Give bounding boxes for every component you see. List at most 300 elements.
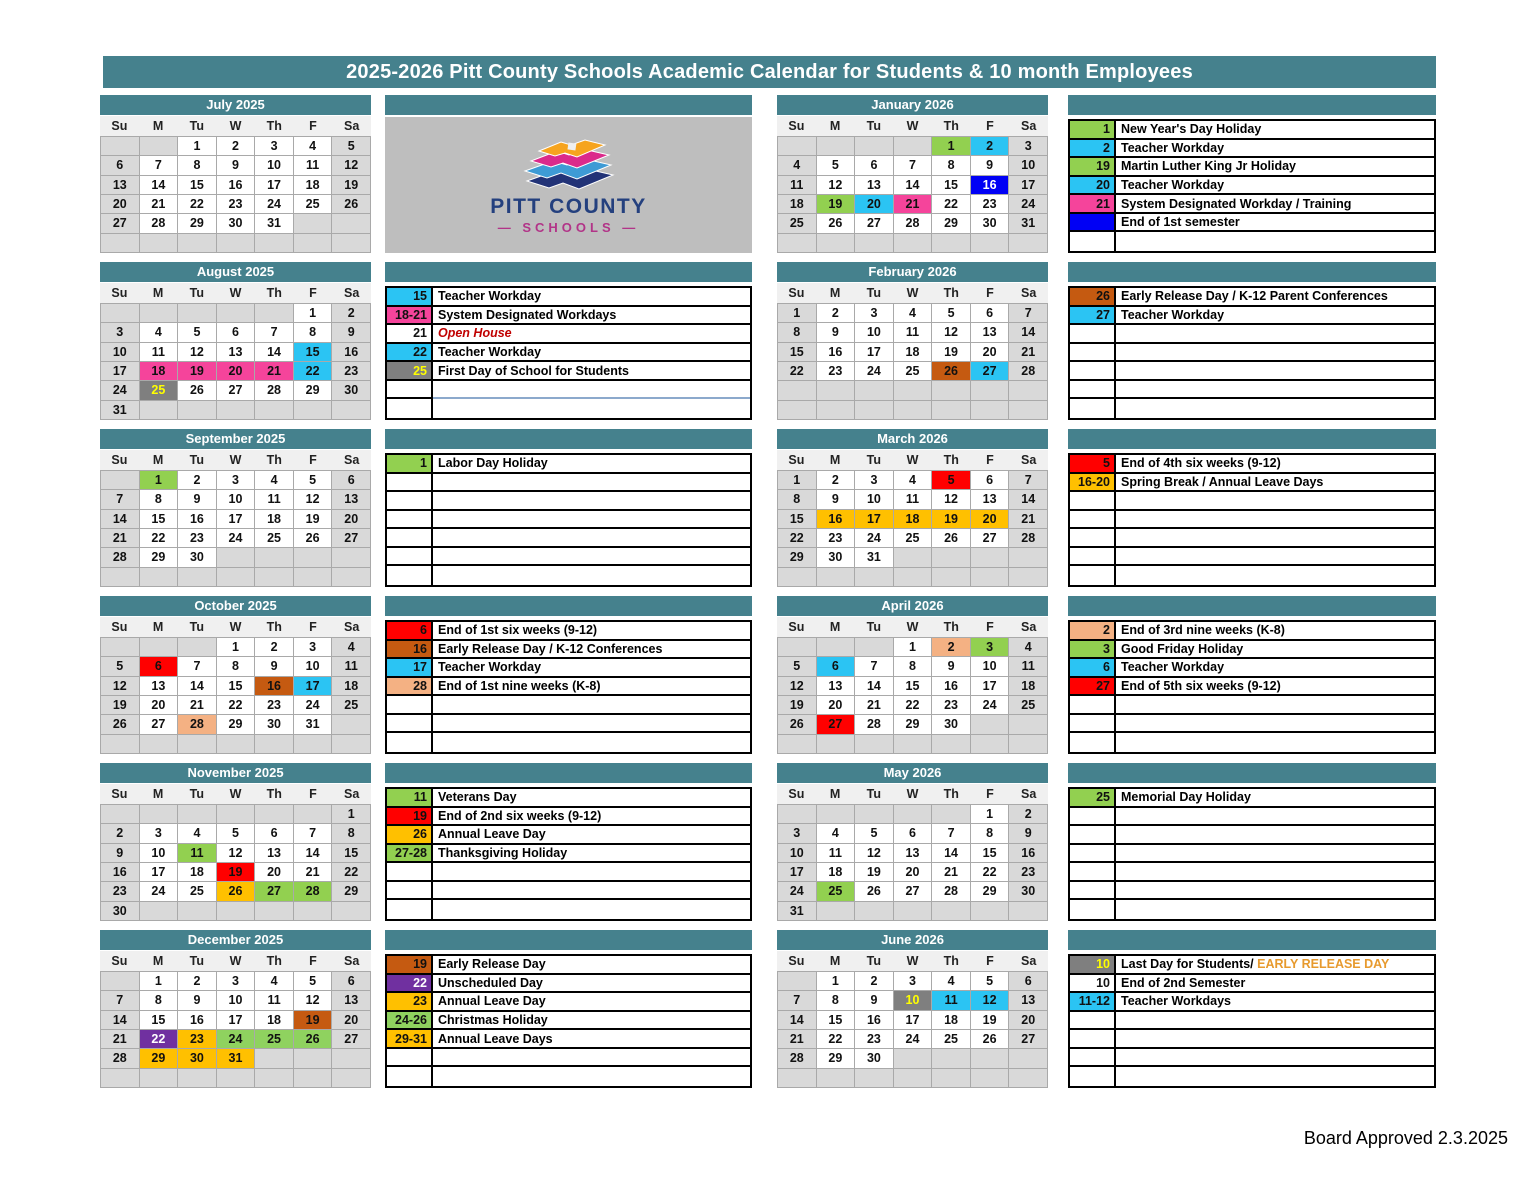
legend-label: Teacher Workday [1121,660,1225,675]
date-cell: 26 [332,195,371,214]
legend-date-cell: 23 [387,993,433,1010]
legend-row [387,325,750,344]
weekday-label: Sa [343,453,360,467]
date-cell: 29 [294,381,333,400]
weekday-label: Tu [189,119,204,133]
weekday-label: Su [788,286,805,300]
legend-date-cell: 27-28 [387,845,433,862]
date-cell: 7 [855,657,894,676]
legend-label-cell [433,789,750,806]
date-grid [777,971,1048,1088]
date-cell: 23 [217,195,256,214]
date-cell: 10 [217,991,256,1010]
date-cell: 21 [255,362,294,381]
legend-date-cell [387,1067,433,1086]
date-cell: 19 [932,343,971,362]
date-cell: 8 [932,156,971,175]
date-grid [777,303,1048,420]
date-cell: 9 [971,156,1010,175]
date-cell [932,381,971,400]
legend-label-cell [433,733,750,752]
date-cell: 4 [178,824,217,843]
date-cell [217,902,256,921]
date-cell: 25 [255,1030,294,1049]
date-grid [100,804,371,921]
date-cell: 18 [894,510,933,529]
date-cell: 6 [971,471,1010,490]
legend-label-cell [433,678,750,695]
date-cell: 22 [971,863,1010,882]
date-cell: 15 [140,1011,179,1030]
date-cell: 26 [971,1030,1010,1049]
date-cell: 27 [101,214,140,233]
date-cell: 7 [1009,471,1048,490]
legend-date-cell: 1 [387,455,433,472]
date-cell [332,401,371,420]
logo-subtitle: — SCHOOLS — [497,220,640,235]
date-cell: 15 [932,176,971,195]
date-cell [932,1069,971,1088]
legend-row [1070,121,1434,140]
date-cell: 2 [855,972,894,991]
weekday-label: Sa [1020,119,1037,133]
date-cell: 2 [101,824,140,843]
legend-row [387,566,750,585]
date-cell: 12 [101,677,140,696]
date-cell: 26 [855,882,894,901]
date-cell: 15 [817,1011,856,1030]
legend-date-cell: 26 [1070,288,1116,305]
weekday-label: Th [943,453,959,467]
date-cell [855,568,894,587]
date-cell: 27 [217,381,256,400]
legend-row [1070,1067,1434,1086]
date-cell: 11 [140,343,179,362]
date-cell: 21 [1009,343,1048,362]
date-cell: 9 [817,323,856,342]
date-cell: 12 [971,991,1010,1010]
legend-row [387,808,750,827]
date-cell: 5 [101,657,140,676]
date-cell: 6 [101,156,140,175]
legend-row [1070,641,1434,660]
date-cell: 9 [178,991,217,1010]
legend-label-cell [1116,1049,1434,1066]
date-cell: 17 [1009,176,1048,195]
calendar-march-2026 [777,429,1048,587]
date-cell: 16 [101,863,140,882]
legend-label-cell [1116,956,1434,973]
legend-label-cell [1116,566,1434,585]
district-logo-block [385,95,752,253]
date-cell: 8 [217,657,256,676]
legend-label: End of 1st six weeks (9-12) [438,623,598,638]
legend-label: Teacher Workday [1121,307,1225,322]
legend-label: Teacher Workday [438,660,542,675]
date-cell: 4 [817,824,856,843]
date-cell: 15 [217,677,256,696]
date-cell: 17 [894,1011,933,1030]
date-cell: 1 [178,137,217,156]
legend-row [1070,307,1434,326]
weekday-label: F [986,119,994,133]
legend-label: Christmas Holiday [438,1012,548,1027]
date-cell [932,805,971,824]
calendar-february-2026 [777,262,1048,420]
legend-date-cell [1070,1067,1116,1086]
date-cell: 21 [140,195,179,214]
date-cell [101,735,140,754]
date-cell: 13 [255,844,294,863]
date-cell: 13 [971,323,1010,342]
date-cell: 14 [932,844,971,863]
legend-label-cell [433,381,750,400]
legend-row [387,975,750,994]
date-cell: 28 [294,882,333,901]
date-cell: 11 [255,991,294,1010]
month-title: March 2026 [777,429,1048,449]
date-cell: 2 [1009,805,1048,824]
date-cell [817,805,856,824]
calendar-august-2025 [100,262,371,420]
date-cell: 21 [778,1030,817,1049]
date-cell: 2 [178,471,217,490]
date-cell: 1 [894,638,933,657]
legend-label: Open House [438,326,512,341]
legend-label-cell [433,474,750,491]
weekday-label: Su [111,286,128,300]
date-cell: 30 [932,715,971,734]
date-cell [817,234,856,253]
legend-label-cell [1116,307,1434,324]
legend-february-2026 [1068,262,1436,420]
date-cell: 21 [101,529,140,548]
legend-row [1070,863,1434,882]
legend-label: Last Day for Students/ [1121,957,1254,972]
legend-december-2025 [385,930,752,1088]
date-cell [294,1049,333,1068]
date-cell [932,568,971,587]
date-cell: 17 [217,1011,256,1030]
date-cell: 29 [178,214,217,233]
weekday-header-row [777,617,1048,637]
date-cell [255,401,294,420]
date-cell: 12 [332,156,371,175]
date-cell: 25 [140,381,179,400]
date-cell: 27 [332,529,371,548]
date-cell [294,735,333,754]
legend-label-cell [433,659,750,676]
legend-date-cell: 6 [387,622,433,639]
date-cell [971,902,1010,921]
legend-row [387,344,750,363]
date-cell: 13 [817,677,856,696]
date-cell: 19 [294,510,333,529]
legend-row [1070,381,1434,400]
legend-row [387,362,750,381]
date-cell [101,972,140,991]
date-cell [1009,735,1048,754]
date-cell: 8 [178,156,217,175]
date-cell: 3 [140,824,179,843]
weekday-label: Th [943,620,959,634]
legend-label: Unscheduled Day [438,975,543,990]
legend-table [1068,453,1436,587]
date-cell: 24 [855,529,894,548]
date-cell: 8 [332,824,371,843]
legend-date-cell [387,492,433,509]
date-cell: 18 [894,343,933,362]
date-cell: 10 [855,490,894,509]
date-cell: 2 [217,137,256,156]
legend-row [1070,492,1434,511]
legend-row [387,511,750,530]
date-cell [817,1069,856,1088]
date-cell: 26 [294,1030,333,1049]
date-grid [777,804,1048,921]
date-cell: 19 [971,1011,1010,1030]
date-cell: 23 [178,1030,217,1049]
date-cell: 26 [778,715,817,734]
date-cell: 30 [217,214,256,233]
legend-row [1070,158,1434,177]
date-cell: 11 [778,176,817,195]
legend-date-cell [387,529,433,546]
legend-date-cell [1070,548,1116,565]
legend-row [387,641,750,660]
date-cell: 12 [294,991,333,1010]
legend-label-cell [1116,622,1434,639]
weekday-label: W [229,119,242,133]
date-cell [778,1069,817,1088]
date-cell: 13 [971,490,1010,509]
legend-row [1070,975,1434,994]
legend-label-cell [433,566,750,585]
date-cell [894,548,933,567]
date-cell [255,1069,294,1088]
date-cell: 15 [140,510,179,529]
legend-date-cell: 25 [387,362,433,379]
legend-row [387,548,750,567]
date-cell: 21 [101,1030,140,1049]
date-cell: 13 [332,490,371,509]
date-cell: 6 [255,824,294,843]
legend-date-cell [1070,808,1116,825]
date-cell: 3 [217,972,256,991]
date-cell: 2 [971,137,1010,156]
date-cell: 13 [217,343,256,362]
legend-label: Memorial Day Holiday [1121,790,1251,805]
legend-label: End of 1st semester [1121,215,1240,230]
legend-label-cell [433,288,750,305]
month-title: December 2025 [100,930,371,950]
date-cell [932,548,971,567]
date-cell: 23 [971,195,1010,214]
date-cell: 27 [332,1030,371,1049]
date-cell [894,381,933,400]
legend-date-cell [387,381,433,400]
weekday-label: F [986,954,994,968]
weekday-label: Su [111,119,128,133]
legend-label: Early Release Day / K-12 Parent Conferences [1121,289,1388,304]
date-cell [255,568,294,587]
date-cell: 25 [1009,696,1048,715]
legend-label-cell [1116,882,1434,899]
legend-date-cell: 29-31 [387,1030,433,1047]
date-cell: 4 [778,156,817,175]
date-cell [1009,1049,1048,1068]
date-cell [817,137,856,156]
date-cell: 30 [255,715,294,734]
legend-date-cell [1070,715,1116,732]
date-cell: 22 [894,696,933,715]
legend-label: System Designated Workdays [438,307,617,322]
legend-header-band [1068,95,1436,115]
date-cell: 22 [778,362,817,381]
date-cell [894,1049,933,1068]
legend-label-cell [1116,808,1434,825]
date-cell [332,902,371,921]
legend-label-cell [433,975,750,992]
legend-table [1068,954,1436,1088]
month-title: February 2026 [777,262,1048,282]
date-cell [255,805,294,824]
legend-row [1070,177,1434,196]
logo-header-band [385,95,752,115]
date-cell: 15 [971,844,1010,863]
legend-label-cell [1116,548,1434,565]
calendar-september-2025 [100,429,371,587]
date-cell [332,548,371,567]
date-cell: 6 [894,824,933,843]
date-cell: 3 [971,638,1010,657]
date-cell: 4 [894,304,933,323]
legend-label-cell [1116,993,1434,1010]
legend-label: Spring Break / Annual Leave Days [1121,474,1324,489]
legend-row [1070,826,1434,845]
date-cell [894,735,933,754]
legend-date-cell: 3 [1070,641,1116,658]
weekday-label: W [906,620,919,634]
weekday-label: F [309,286,317,300]
date-cell: 16 [217,176,256,195]
legend-label-cell [433,548,750,565]
legend-label: Good Friday Holiday [1121,641,1244,656]
date-cell [140,234,179,253]
date-cell: 25 [894,529,933,548]
date-cell: 30 [332,381,371,400]
date-cell [855,902,894,921]
month-title: June 2026 [777,930,1048,950]
date-cell: 12 [817,176,856,195]
date-cell: 18 [140,362,179,381]
date-cell: 9 [1009,824,1048,843]
date-cell: 31 [1009,214,1048,233]
legend-label-highlight: EARLY RELEASE DAY [1253,957,1390,972]
legend-label-cell [433,641,750,658]
legend-row [387,1049,750,1068]
date-cell [178,568,217,587]
date-cell: 15 [778,510,817,529]
date-cell [1009,381,1048,400]
legend-date-cell: 6 [1070,659,1116,676]
legend-june-2026 [1068,930,1436,1088]
date-cell: 24 [294,696,333,715]
legend-september-2025 [385,429,752,587]
date-cell [217,548,256,567]
date-cell: 11 [894,323,933,342]
date-cell [294,548,333,567]
date-cell: 4 [140,323,179,342]
date-cell: 16 [817,343,856,362]
date-cell: 7 [894,156,933,175]
date-cell: 22 [217,696,256,715]
legend-date-cell [1070,882,1116,899]
legend-august-2025 [385,262,752,420]
date-cell: 20 [817,696,856,715]
legend-label: Teacher Workday [1121,140,1225,155]
weekday-label: Sa [1020,453,1037,467]
weekday-label: Tu [189,620,204,634]
month-title: September 2025 [100,429,371,449]
date-cell [1009,568,1048,587]
date-cell [217,401,256,420]
date-cell: 14 [101,510,140,529]
date-cell [178,234,217,253]
legend-table [385,286,752,420]
date-cell [217,568,256,587]
date-cell: 28 [894,214,933,233]
legend-label-cell [1116,900,1434,919]
date-cell: 5 [294,972,333,991]
weekday-label: Th [943,119,959,133]
calendar-october-2025 [100,596,371,754]
legend-date-cell [1070,344,1116,361]
calendar-grid [100,95,1436,1088]
date-cell: 25 [778,214,817,233]
date-cell: 25 [817,882,856,901]
legend-label: End of 2nd Semester [1121,975,1246,990]
weekday-label: Tu [866,620,881,634]
date-cell: 11 [817,844,856,863]
date-cell: 1 [140,972,179,991]
legend-label: System Designated Workday / Training [1121,196,1352,211]
date-cell: 2 [817,304,856,323]
date-cell: 31 [855,548,894,567]
legend-date-cell: 19 [387,808,433,825]
legend-row [387,1030,750,1049]
date-cell [855,234,894,253]
weekday-header-row [100,784,371,804]
date-cell: 14 [101,1011,140,1030]
date-cell: 19 [101,696,140,715]
legend-label: Annual Leave Day [438,827,546,842]
date-cell: 27 [255,882,294,901]
weekday-label: Tu [189,286,204,300]
date-cell [855,805,894,824]
date-cell: 30 [971,214,1010,233]
date-cell: 24 [140,882,179,901]
date-cell: 29 [217,715,256,734]
date-cell [1009,1069,1048,1088]
date-cell: 17 [255,176,294,195]
legend-row [1070,474,1434,493]
legend-label: End of 1st nine weeks (K-8) [438,678,601,693]
weekday-label: F [309,453,317,467]
legend-label-cell [433,344,750,361]
date-cell: 9 [817,490,856,509]
legend-label-cell [433,696,750,713]
